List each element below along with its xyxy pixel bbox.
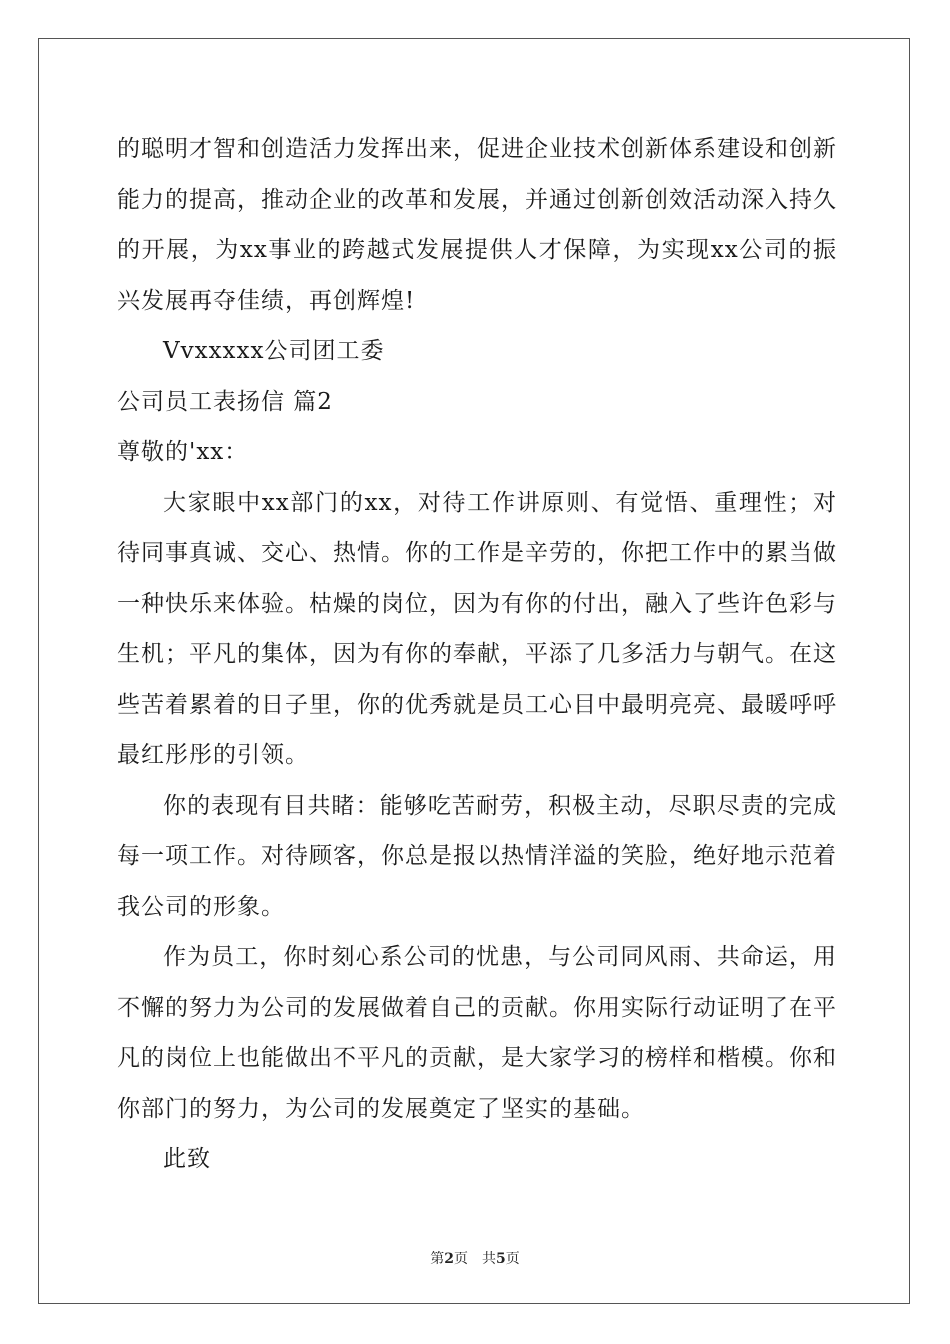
salutation: 尊敬的'xx： [117, 439, 249, 465]
current-page-number: 2 [444, 1251, 454, 1267]
closing-line: 此致 [163, 1146, 211, 1172]
footer-suffix: 页 [505, 1251, 520, 1267]
document-body [117, 124, 837, 1185]
body-paragraph: 你的表现有目共睹：能够吃苦耐劳，积极主动，尽职尽责的完成每一项工作。对待顾客，你总是报以热情洋溢的笑脸，绝好地示范着我公司的形象。 [117, 792, 837, 920]
page-footer [0, 1248, 950, 1268]
body-paragraph: 大家眼中xx部门的xx，对待工作讲原则、有觉悟、重理性；对待同事真诚、交心、热情。你的工作是辛劳的，你把工作中的累当做一种快乐来体验。枯燥的岗位，因为有你的付出，融入了些许色彩与生机；平凡的集体，因为有你的奉献，平添了几多活力与朝气。在这些苦着累着的日子里，你的优秀就是员工心目中最明亮亮、最暖呼呼最红彤彤的引领。 [117, 489, 837, 768]
paragraph-continuation: 的聪明才智和创造活力发挥出来，促进企业技术创新体系建设和创新能力的提高，推动企业的改革和发展，并通过创新创效活动深入持久的开展，为xx事业的跨越式发展提供人才保障，为实现xx公司的振兴发展再夺佳绩，再创辉煌! [117, 136, 837, 314]
footer-middle: 页 共 [454, 1251, 496, 1267]
footer-prefix: 第 [430, 1251, 445, 1267]
section-title: 公司员工表扬信 篇2 [117, 388, 333, 415]
signature-line: Vvxxxxx公司团工委 [163, 338, 385, 364]
total-pages-number: 5 [496, 1251, 506, 1267]
body-paragraph: 作为员工，你时刻心系公司的忧患，与公司同风雨、共命运，用不懈的努力为公司的发展做着自己的贡献。你用实际行动证明了在平凡的岗位上也能做出不平凡的贡献，是大家学习的榜样和楷模。你和你部门的努力，为公司的发展奠定了坚实的基础。 [117, 944, 837, 1122]
